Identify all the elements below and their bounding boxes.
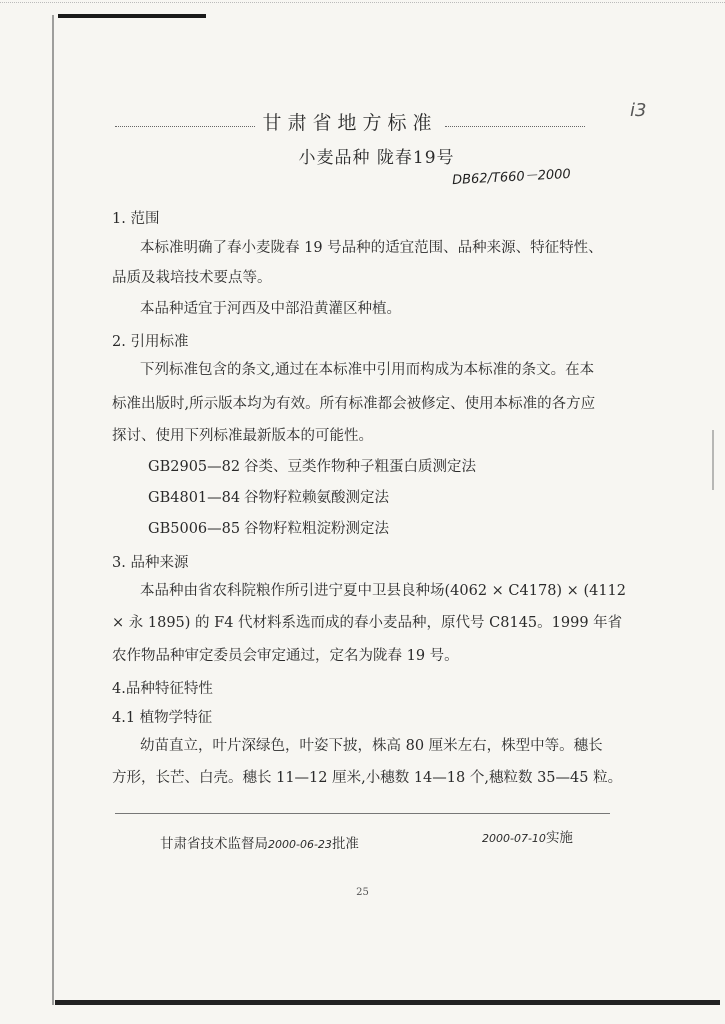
section-2-para-line-3: 探讨、使用下列标准最新版本的可能性。 — [112, 428, 373, 444]
standard-code: GB2905—82 — [148, 459, 241, 475]
standard-row — [148, 488, 389, 508]
standard-row — [148, 457, 476, 477]
section-2-heading: 2. 引用标准 — [112, 334, 189, 350]
implementation-label: 实施 — [545, 830, 573, 846]
implementation-date-handwritten: 2000-07-10 — [482, 832, 546, 845]
document-title: 甘肃省地方标准 — [256, 108, 443, 135]
section-3-para-line-1: 本品种由省农科院粮作所引进宁夏中卫县良种场(4062 × C4178) × (4112 — [140, 583, 627, 599]
scan-edge-bottom — [55, 1000, 720, 1005]
footer-rule — [115, 813, 610, 814]
scan-edge-right — [712, 430, 714, 490]
standard-name: 谷物籽粒粗淀粉测定法 — [244, 521, 389, 537]
section-4-1-heading: 4.1 植物学特征 — [112, 710, 213, 726]
approval-label: 批准 — [331, 836, 359, 852]
approval-authority: 甘肃省技术监督局 — [160, 836, 268, 852]
approval-line — [160, 832, 359, 852]
section-4-para-line-1: 幼苗直立，叶片深绿色，叶姿下披，株高 80 厘米左右，株型中等。穗长 — [140, 738, 603, 754]
section-2-para-line-1: 下列标准包含的条文,通过在本标准中引用而构成为本标准的条文。在本 — [140, 362, 595, 378]
title-row — [115, 108, 585, 138]
standard-code: GB4801—84 — [148, 490, 241, 506]
section-4-heading: 4.品种特征特性 — [112, 681, 213, 697]
section-1-para-line-2: 品质及栽培技术要点等。 — [112, 270, 272, 286]
approval-date-handwritten: 2000-06-23 — [268, 838, 332, 851]
section-4-para-line-2: 方形，长芒、白壳。穗长 11—12 厘米,小穗数 14—18 个,穗粒数 35—45 粒。 — [112, 770, 623, 786]
standard-name: 谷物籽粒赖氨酸测定法 — [244, 490, 389, 506]
title-dotted-line-right — [445, 126, 585, 127]
section-1-para-line-1: 本标准明确了春小麦陇春 19 号品种的适宜范围、品种来源、特征特性、 — [140, 240, 603, 256]
section-1-para-2: 本品种适宜于河西及中部沿黄灌区种植。 — [140, 301, 401, 317]
section-3-para-line-2: × 永 1895) 的 F4 代材料系选而成的春小麦品种，原代号 C8145。1999 年省 — [112, 615, 623, 631]
standard-row — [148, 519, 389, 539]
title-dotted-line-left — [115, 126, 255, 127]
document-subtitle: 小麦品种 陇春19号 — [298, 148, 455, 168]
implementation-line — [482, 826, 573, 846]
section-2-para-line-2: 标准出版时,所示版本均为有效。所有标准都会被修定、使用本标准的各方应 — [112, 396, 596, 412]
section-1-heading: 1. 范围 — [112, 211, 160, 227]
standard-name: 谷类、豆类作物种子粗蛋白质测定法 — [244, 459, 476, 475]
scan-dotted-edge — [0, 2, 725, 4]
margin-handwritten-mark: ⅰ3 — [630, 100, 647, 121]
standard-code: GB5006—85 — [148, 521, 241, 537]
scan-edge-top — [58, 14, 206, 18]
standard-code-handwritten: DB62/T660－2000 — [451, 166, 572, 189]
section-3-heading: 3. 品种来源 — [112, 555, 189, 571]
section-3-para-line-3: 农作物品种审定委员会审定通过，定名为陇春 19 号。 — [112, 648, 459, 664]
page-number: 25 — [356, 887, 369, 898]
